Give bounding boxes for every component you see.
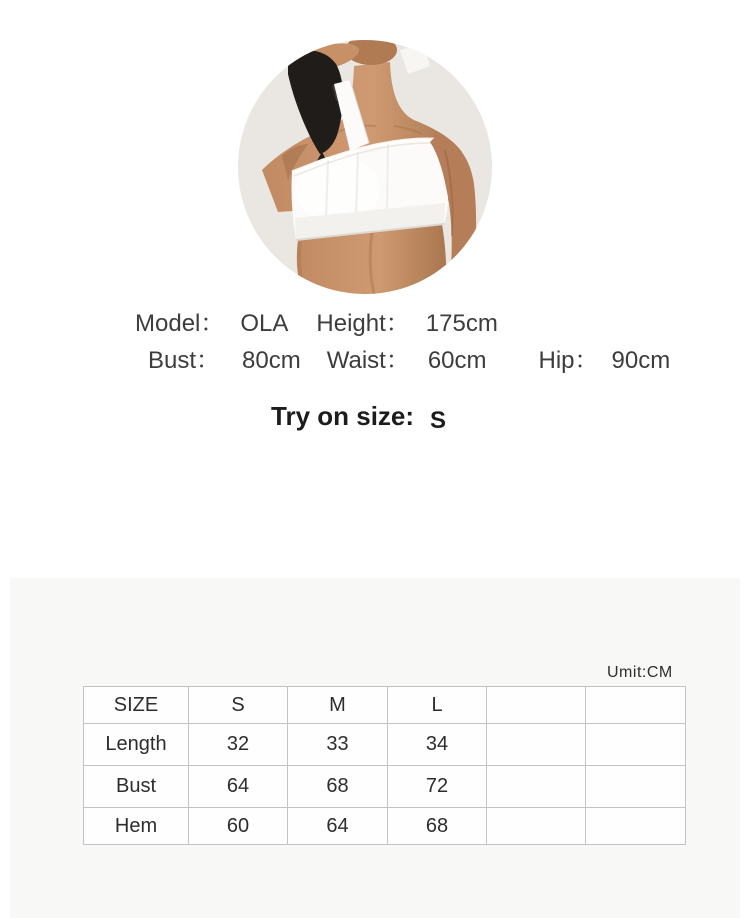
size-chart-cell [487,766,586,808]
try-on-value: S [430,407,447,434]
size-chart-header-cell [586,687,686,724]
hip-value: 90cm [611,347,671,374]
size-chart-cell [586,808,686,845]
size-chart-header-cell: L [388,687,487,724]
size-chart-row-hem [84,808,686,845]
waist-value: 60cm [427,347,487,374]
row-label: Bust [84,766,189,808]
size-chart-cell: 32 [189,724,288,766]
size-chart-row-bust [84,766,686,808]
waist-label: Waist： [326,347,410,374]
size-chart-cell: 68 [388,808,487,845]
size-chart-header-cell: S [189,687,288,724]
size-chart-row-length [84,724,686,766]
size-chart-header-cell: M [288,687,388,724]
size-chart-cell: 64 [189,766,288,808]
model-info-line-2 [148,340,670,375]
height-label: Height： [316,310,410,337]
try-on-label: Try on size: [271,401,415,431]
size-chart-cell [487,808,586,845]
model-photo-illustration [238,40,492,294]
row-label: Hem [84,808,189,845]
hip-label: Hip： [538,347,599,374]
size-chart-table [83,686,686,845]
unit-label: Umit:CM [607,664,673,681]
model-photo [238,40,492,294]
try-on-size-line [271,401,446,432]
size-chart-cell: 72 [388,766,487,808]
size-chart-cell [487,724,586,766]
size-chart-cell [586,766,686,808]
height-value: 175cm [425,310,498,337]
size-chart-cell: 34 [388,724,487,766]
size-chart-cell: 33 [288,724,388,766]
row-label: Length [84,724,189,766]
size-chart-panel [10,578,740,918]
model-label: Model： [135,310,225,337]
size-chart-cell: 60 [189,808,288,845]
model-info-line-1 [135,303,498,338]
size-chart-cell: 68 [288,766,388,808]
model-value: OLA [240,310,289,337]
size-chart-cell: 64 [288,808,388,845]
size-chart-cell [586,724,686,766]
bust-label: Bust： [148,347,221,374]
bust-value: 80cm [242,347,301,374]
size-chart-header-cell [487,687,586,724]
size-chart-header-cell: SIZE [84,687,189,724]
size-chart-header-row [84,687,686,724]
